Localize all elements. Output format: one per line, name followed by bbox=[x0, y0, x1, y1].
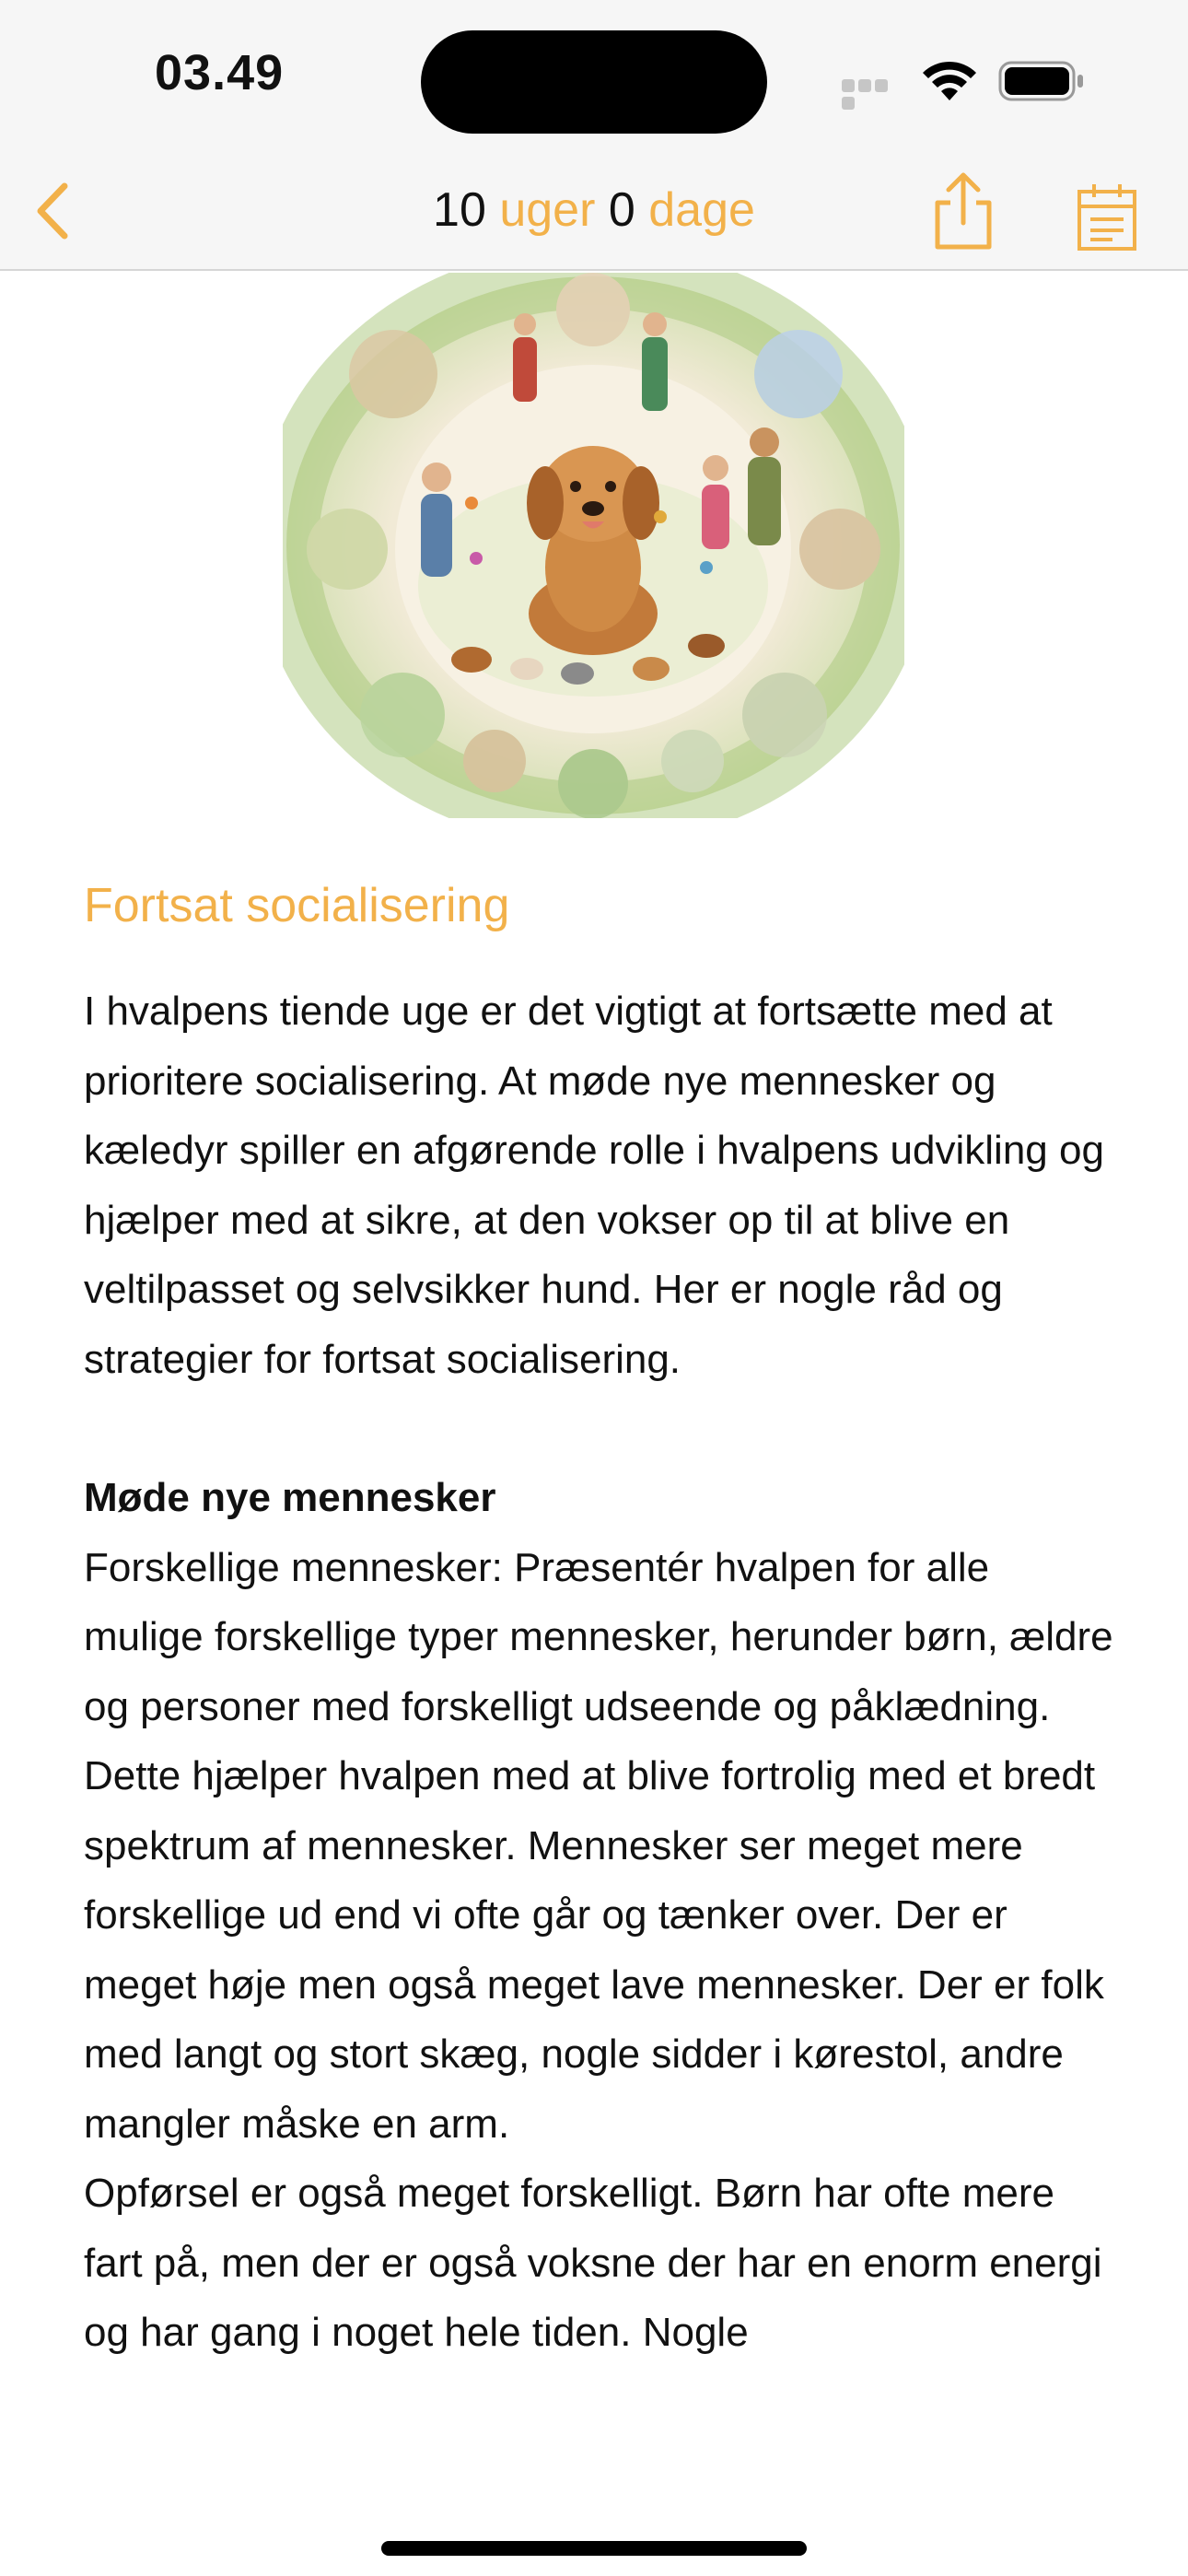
weeks-unit: uger bbox=[499, 183, 596, 237]
calendar-icon[interactable] bbox=[1074, 181, 1140, 252]
section-heading: Fortsat socialisering bbox=[84, 879, 510, 932]
puppy-age-title bbox=[0, 182, 1188, 238]
navigation-bar bbox=[0, 157, 1188, 271]
battery-icon bbox=[998, 61, 1085, 101]
paragraph-different-people: Forskellige mennesker: Præsentér hvalpen for alle mulige forskellige typer mennesker, herunder børn, ældre og personer med forskelligt udseende og påklædning. Dette hjælper hvalpen med at blive fortrolig med et bredt spektrum af mennesker. Mennesker ser meget mere forskellige ud end vi ofte går og tænker over. Der er meget høje men også meget lave mennesker. Der er folk med langt og stort skæg, nogle sidder i kørestol, andre mangler måske en arm. bbox=[84, 1544, 1113, 2147]
paragraph-spacer bbox=[84, 1394, 1115, 1463]
puppy-socialisation-illustration bbox=[283, 273, 904, 818]
wifi-icon bbox=[919, 58, 980, 104]
intro-paragraph: I hvalpens tiende uge er det vigtigt at fortsætte med at prioritere socialisering. At møde nye mennesker og kæledyr spiller en afgørende rolle i hvalpens udvikling og hjælper med at sikre, at den vokser op til at blive en veltilpasset og selvsikker hund. Her er nogle råd og strategier for fortsat socialisering. bbox=[84, 989, 1104, 1382]
subsection-heading: Møde nye mennesker bbox=[84, 1475, 496, 1520]
cellular-signal-icon bbox=[842, 79, 906, 92]
days-unit: dage bbox=[648, 183, 755, 237]
status-bar bbox=[0, 0, 1188, 157]
days-value: 0 bbox=[608, 183, 635, 237]
bottom-safe-area bbox=[0, 2486, 1188, 2576]
article bbox=[84, 873, 1115, 2368]
home-indicator[interactable] bbox=[381, 2541, 807, 2556]
dynamic-island bbox=[421, 30, 767, 134]
status-time: 03.49 bbox=[155, 45, 285, 100]
paragraph-behaviour: Opførsel er også meget forskelligt. Børn har ofte mere fart på, men der er også voksne der har en enorm energi og har gang i noget hele tiden. Nogle bbox=[84, 2171, 1102, 2355]
weeks-value: 10 bbox=[433, 183, 486, 237]
share-icon[interactable] bbox=[930, 170, 996, 252]
